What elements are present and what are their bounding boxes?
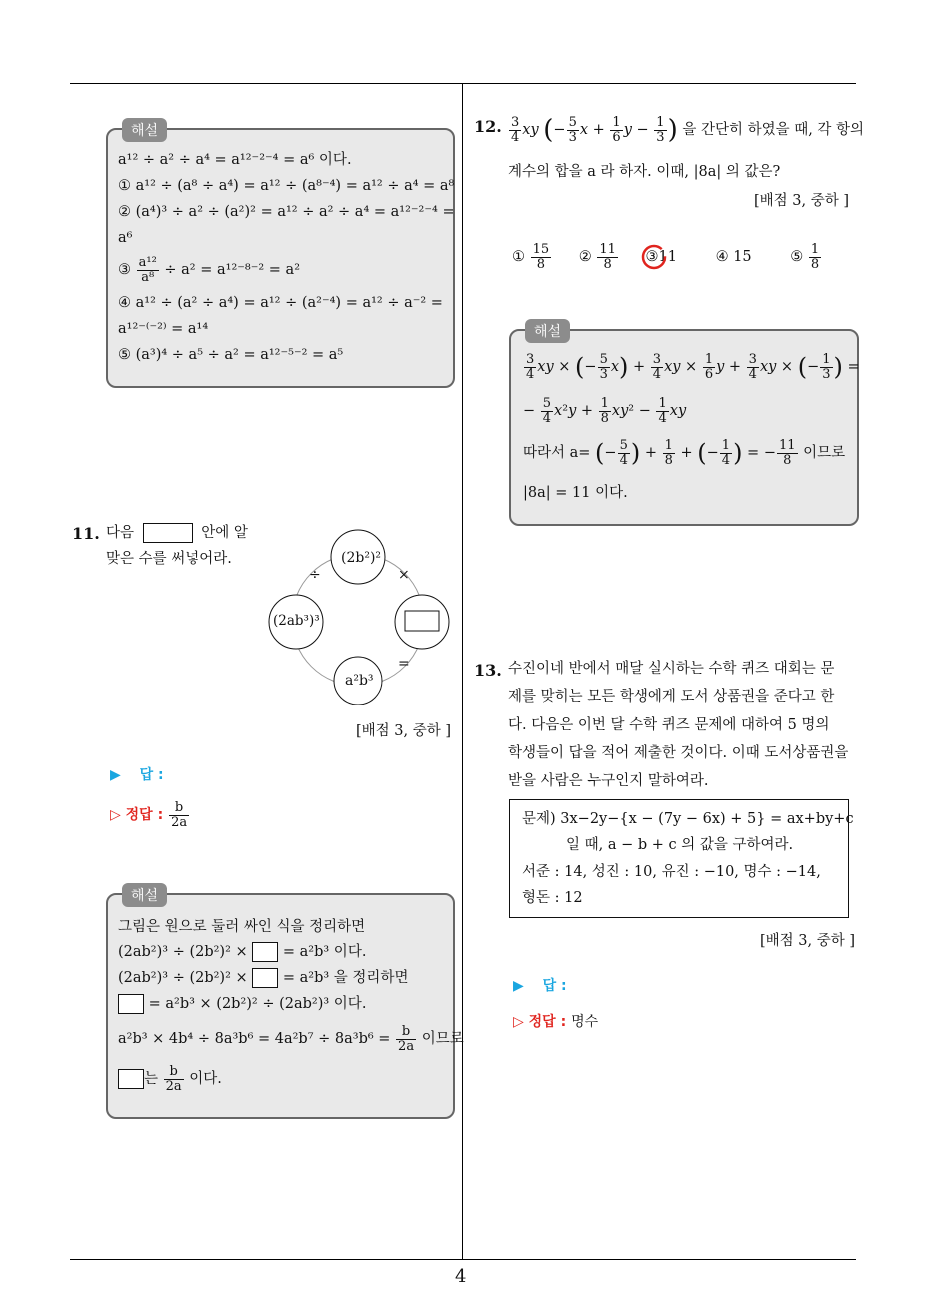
choice-text: 15 [733, 249, 752, 265]
sol11-text: (2ab²)³ ÷ (2b²)² × [118, 944, 248, 960]
blank-box [252, 968, 278, 988]
choice-mark: ⑤ [790, 249, 804, 265]
problem-box-13 [509, 799, 854, 918]
sol10-line: ① a¹² ÷ (a⁸ ÷ a⁴) = a¹² ÷ (a⁸⁻⁴) = a¹² ÷ a⁴ = a⁸ [118, 178, 455, 194]
sol12-line3: 따라서 a= (− $\frac{5}{4}$ ) + $\frac{1}{8}$ + (− $\frac{1}{4}$ ) = − $\frac{11}{8}$ 이므로 [523, 437, 846, 468]
sol11-line [118, 942, 366, 962]
node-bottom-label: a²b³ [345, 673, 374, 689]
sol11-line: 그림은 원으로 둘러 싸인 식을 정리하면 [118, 919, 366, 935]
denominator: 8 [810, 256, 820, 272]
fraction [531, 243, 552, 272]
choice-mark: ② [578, 249, 592, 265]
sol12-text: 따라서 a= [523, 445, 591, 461]
triangle-outline-icon: ▷ [513, 1014, 524, 1030]
correct-row-11 [110, 800, 190, 830]
choice-5[interactable] [790, 241, 822, 272]
numerator: 1 [810, 241, 820, 257]
box-line: 문제) 3x−2y−{x − (7y − 6x) + 5} = ax+by+c [522, 811, 854, 827]
solution-box-11 [106, 888, 464, 1119]
numerator: a¹² [138, 254, 157, 270]
question-12-line1: $\frac{3}{4}$ xy (− $\frac{5}{3}$ x + $\frac{1}{6}$ y − $\frac{1}{3}$ ) 을 간단히 하였을 때, 각 항의 [511, 114, 865, 145]
fraction [164, 1065, 184, 1094]
box-line: 형돈 : 12 [522, 890, 583, 906]
question-13-text [508, 655, 848, 795]
score-13: [배점 3, 중하 ] [760, 933, 856, 949]
solution-tag: 해설 [122, 883, 167, 907]
fraction [396, 1025, 416, 1054]
sol11-text: (2ab²)³ ÷ (2b²)² × [118, 970, 248, 986]
answer-row-13 [513, 975, 567, 995]
correct-value: 명수 [571, 1014, 599, 1030]
blank-box [118, 1069, 144, 1089]
sol10-line: ② (a⁴)³ ÷ a² ÷ (a²)² = a¹² ÷ a² ÷ a⁴ = a¹²⁻²⁻⁴ = [118, 204, 455, 220]
sol10-line: a¹²⁻⁽⁻²⁾ = a¹⁴ [118, 321, 209, 337]
selected-circle-icon [640, 243, 670, 273]
triangle-icon: ▶ [513, 978, 524, 994]
sol11-line [118, 1021, 464, 1057]
triangle-outline-icon: ▷ [110, 807, 121, 823]
solution-box-12 [509, 324, 860, 526]
sol10-line: a⁶ [118, 230, 133, 246]
sol11-text: 는 [144, 1071, 159, 1087]
sol11-line [118, 994, 366, 1014]
choice-1[interactable] [512, 241, 552, 272]
choice-mark: ③ [118, 262, 131, 278]
denominator: a⁸ [141, 269, 155, 285]
triangle-icon: ▶ [110, 767, 121, 783]
q12-text: 을 간단히 하였을 때, 각 항의 [682, 122, 865, 138]
page-number: 4 [455, 1266, 467, 1287]
blank-box [405, 611, 439, 631]
sol10-line-frac [118, 252, 300, 288]
q13-line: 제를 맞히는 모든 학생에게 도서 상품권을 준다고 한 [508, 689, 835, 705]
denominator: 2a [165, 1078, 182, 1094]
numerator: 15 [532, 241, 550, 257]
question-number-13: 13. [474, 661, 502, 680]
correct-row-13 [513, 1011, 598, 1031]
numerator: b [164, 1065, 184, 1080]
choice-3[interactable] [646, 249, 682, 265]
question-number-11: 11. [72, 524, 100, 543]
answer-label: 답 : [139, 767, 164, 783]
q13-line: 학생들이 답을 적어 제출한 것이다. 이때 도서상품권을 [508, 745, 849, 761]
solution-tag: 해설 [122, 118, 167, 142]
q13-line: 다. 다음은 이번 달 수학 퀴즈 문제에 대하여 5 명의 [508, 717, 830, 733]
q11-text-a: 다음 [106, 525, 135, 541]
numerator: b [396, 1025, 416, 1040]
question-number-12: 12. [474, 117, 502, 136]
q11-text-b: 안에 알 [201, 525, 248, 541]
node-top-label: (2b²)² [341, 550, 382, 566]
sol12-line1: $\frac{3}{4}$ xy × (− $\frac{5}{3}$ x) + $\frac{3}{4}$ xy × $\frac{1}{6}$ y + $\frac{3}{4}$ xy × (− $\frac{1}{3}$ ) = [526, 351, 860, 382]
fraction [169, 801, 189, 830]
correct-label: 정답 : [125, 807, 164, 823]
fraction: $\frac{5}{3}$ [568, 114, 577, 145]
q13-line: 수진이네 반에서 매달 실시하는 수학 퀴즈 대회는 문 [508, 661, 835, 677]
fraction: $\frac{1}{3}$ [656, 114, 665, 145]
sol10-line: ÷ a² = a¹²⁻⁸⁻² = a² [164, 262, 301, 278]
fraction [597, 243, 618, 272]
sol10-line: ⑤ (a³)⁴ ÷ a⁵ ÷ a² = a¹²⁻⁵⁻² = a⁵ [118, 347, 344, 363]
denominator: 2a [398, 1038, 415, 1054]
answer-label: 답 : [542, 978, 567, 994]
fraction [137, 256, 159, 285]
sol12-line2: − $\frac{5}{4}$ x²y + $\frac{1}{8}$ xy² − $\frac{1}{4}$ xy [523, 395, 687, 426]
fraction: $\frac{1}{6}$ [612, 114, 621, 145]
q13-line: 받을 사람은 누구인지 말하여라. [508, 773, 709, 789]
q11-text-c: 맞은 수를 써넣어라. [106, 551, 232, 567]
sol11-text: 이다. [189, 1071, 222, 1087]
choice-mark: ① [512, 249, 525, 265]
bottom-rule [70, 1259, 856, 1260]
score-12: [배점 3, 중하 ] [754, 193, 850, 209]
solution-box-10 [106, 123, 455, 388]
blank-box [143, 523, 193, 543]
op-times: × [398, 567, 410, 583]
answer-row-11 [110, 764, 164, 784]
sol10-line: ④ a¹² ÷ (a² ÷ a⁴) = a¹² ÷ (a²⁻⁴) = a¹² ÷ a⁻² = [118, 295, 443, 311]
fraction: $\frac{3}{4}$ [511, 114, 520, 145]
choice-mark: ④ [715, 249, 729, 265]
sol11-text: a²b³ × 4b⁴ ÷ 8a³b⁶ = 4a²b⁷ ÷ 8a³b⁶ = [118, 1031, 391, 1047]
box-line: 일 때, a − b + c 의 값을 구하여라. [566, 837, 794, 853]
denominator: 8 [603, 256, 612, 272]
fraction [809, 243, 821, 272]
choice-text: 11 [658, 249, 677, 265]
correct-label: 정답 : [528, 1014, 567, 1030]
choice-4[interactable] [716, 249, 752, 265]
box-line: 서준 : 14, 성진 : 10, 유진 : −10, 명수 : −14, [522, 864, 821, 880]
sol11-line [118, 1061, 222, 1097]
sol11-text: = a²b³ 이다. [282, 944, 367, 960]
sol11-text: 이므로 [421, 1031, 464, 1047]
score-11: [배점 3, 중하 ] [356, 723, 452, 739]
question-11-text [106, 520, 248, 572]
blank-box [118, 994, 144, 1014]
numerator: b [169, 801, 189, 816]
op-divide: ÷ [309, 567, 321, 583]
choice-mark: ③ [645, 249, 659, 265]
denominator: 8 [536, 256, 546, 272]
sol11-text: = a²b³ 을 정리하면 [282, 970, 409, 986]
solution-tag: 해설 [525, 319, 570, 343]
sol11-text: = a²b³ × (2b²)² ÷ (2ab²)³ 이다. [148, 996, 367, 1012]
sol12-text: 이므로 [803, 445, 846, 461]
numerator: 11 [599, 241, 616, 257]
question-12-line2: 계수의 합을 a 라 하자. 이때, |8a| 의 값은? [508, 164, 781, 180]
blank-box [252, 942, 278, 962]
op-equals: = [398, 656, 410, 672]
column-divider [462, 84, 463, 1260]
choices-12 [512, 238, 822, 276]
sol12-line4: |8a| = 11 이다. [523, 485, 628, 501]
node-left-label: (2ab³)³ [273, 613, 320, 629]
sol11-line [118, 968, 408, 988]
denominator: 2a [171, 814, 188, 830]
top-rule [70, 83, 856, 84]
choice-2[interactable] [578, 241, 619, 272]
sol10-line: a¹² ÷ a² ÷ a⁴ = a¹²⁻²⁻⁴ = a⁶ 이다. [118, 152, 352, 168]
